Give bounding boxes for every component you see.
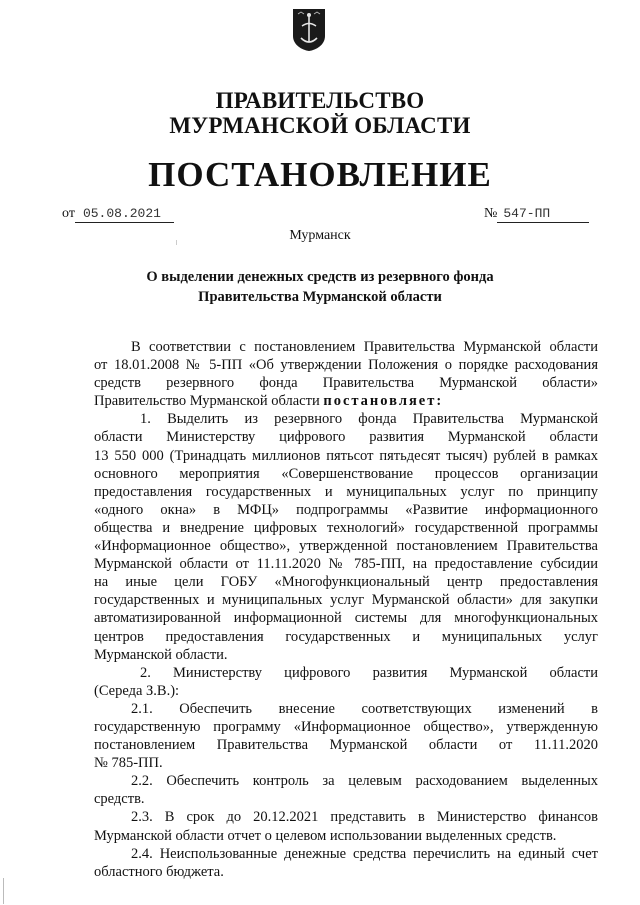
preamble-line: В соответствии с постановлением Правительства Мурманской области [131,339,598,355]
subject-line1: О выделении денежных средств из резервного фонда [146,269,494,285]
number-value: 547-ПП [497,206,589,223]
clause-1-line: 13 550 000 (Тринадцать миллионов пятьсот пятьдесят тысяч) рублей в рамках [94,447,598,464]
clause-1-line: 1. Выделить из резервного фонда Правительства Мурманской [140,411,598,428]
preamble-line [94,392,598,410]
date-value: 05.08.2021 [75,206,174,223]
clause-1-line: «Информационное общество», утвержденной постановлением Правительства [94,538,598,555]
number-prefix: № [484,206,498,221]
clause-1-line: центров предоставления государственных и муниципальных услуг [94,628,598,645]
clause-2-1-line: № 785-ПП. [94,755,163,772]
subject-line2: Правительства Мурманской области [198,289,442,305]
clause-1-line: «одного окна» в МФЦ» подпрограммы «Развитие информационного [94,501,598,518]
coat-of-arms-emblem [292,8,326,52]
clause-1-line: предоставления государственных и муниципальных услуг по принципу [94,483,598,500]
clause-1-line: общества и внедрение цифровых технологий» государственной программы [94,519,598,536]
clause-1-line: основного мероприятия «Совершенствование процессов организации [94,465,598,482]
clause-1-line: Мурманской области. [94,646,228,663]
government-name-line1: ПРАВИТЕЛЬСТВО [215,88,425,113]
clause-2-line: 2. Министерству цифрового развития Мурманской области [140,664,598,681]
document-body [94,338,598,881]
clause-1-line: на иные цели ГОБУ «Многофункциональный центр предоставления [94,574,598,591]
clause-2-1-line: государственную программу «Информационное общество», утвержденную [94,718,598,735]
document-type-title: ПОСТАНОВЛЕНИЕ [148,155,492,194]
clause-1-line: области Министерству цифрового развития Мурманской области [94,429,598,446]
clause-2-4-line: 2.4. Неиспользованные денежные средства перечислить на единый счет [131,845,598,862]
clause-1-line: автоматизированной информационной системы для многофункциональных [94,610,598,627]
government-name-line2: МУРМАНСКОЙ ОБЛАСТИ [169,113,471,138]
clause-1-line: Мурманской области от 11.11.2020 № 785-ПП, на предоставление субсидии [94,556,598,573]
preamble-text: Правительство Мурманской области [94,393,320,410]
scan-edge-mark [3,878,4,904]
clause-2-2-line: средств. [94,791,145,808]
clause-2-2-line: 2.2. Обеспечить контроль за целевым расходованием выделенных [131,773,598,790]
clause-2-4-line: областного бюджета. [94,863,224,880]
clause-1-line: государственных и муниципальных услуг Мурманской области» для закупки [94,592,598,609]
document-city: Мурманск [289,228,351,243]
clause-2-line: (Середа З.В.): [94,682,180,699]
resolves-word: постановляет: [323,393,444,410]
preamble-line: средств резервного фонда Правительства Мурманской области» [94,375,598,392]
clause-2-1-line: постановлением Правительства Мурманской области от 11.11.2020 [94,737,598,754]
clause-2-3-line: 2.3. В срок до 20.12.2021 представить в Министерство финансов [131,809,598,826]
date-prefix: от [62,206,75,221]
document-number [484,206,589,223]
clause-2-3-line: Мурманской области отчет о целевом использовании выделенных средств. [94,827,557,844]
preamble-line: от 18.01.2008 № 5-ПП «Об утверждении Положения о порядке расходования [94,357,598,374]
clause-2-1-line: 2.1. Обеспечить внесение соответствующих изменений в [131,700,598,717]
document-date [62,206,174,223]
